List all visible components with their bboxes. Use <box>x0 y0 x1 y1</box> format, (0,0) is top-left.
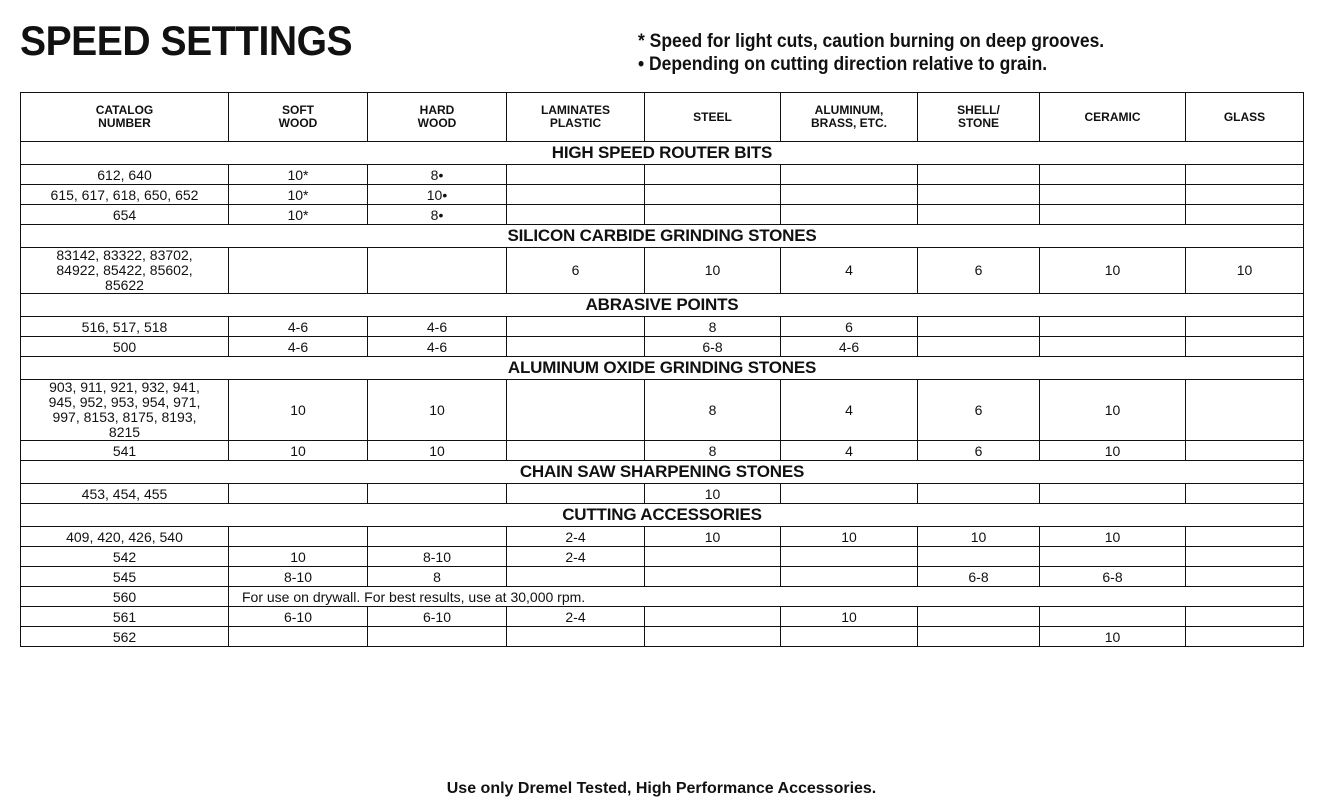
table-row <box>21 484 1304 504</box>
speed-cell <box>1186 185 1304 205</box>
speed-cell <box>507 380 645 441</box>
catalog-number-line: 8215 <box>108 424 141 440</box>
column-header-line: PLASTIC <box>549 116 602 130</box>
column-header-line: SHELL/ <box>957 103 1000 117</box>
footnote-asterisk: * Speed for light cuts, caution burning on deep grooves. <box>638 31 1105 52</box>
column-header <box>645 93 781 142</box>
column-header <box>21 93 229 142</box>
catalog-number-cell <box>21 484 229 504</box>
speed-cell: 8• <box>368 165 507 185</box>
speed-cell: 2-4 <box>507 607 645 627</box>
speed-cell: 4-6 <box>229 317 368 337</box>
speed-cell <box>368 248 507 294</box>
catalog-number-line: 541 <box>112 442 137 459</box>
catalog-number-cell <box>21 380 229 441</box>
speed-cell <box>507 484 645 504</box>
speed-cell <box>1040 337 1186 357</box>
section-title: CUTTING ACCESSORIES <box>21 504 1304 527</box>
column-header-line: GLASS <box>1223 109 1266 124</box>
speed-cell: 10* <box>229 205 368 225</box>
speed-cell <box>1186 547 1304 567</box>
speed-cell <box>1040 317 1186 337</box>
column-header-line: STONE <box>957 116 1000 130</box>
speed-cell: 6-8 <box>1040 567 1186 587</box>
table-row <box>21 205 1304 225</box>
catalog-number-line: 560 <box>112 588 137 605</box>
table-row <box>21 441 1304 461</box>
speed-cell: 10 <box>1040 527 1186 547</box>
speed-cell: 6-8 <box>918 567 1040 587</box>
speed-cell <box>507 337 645 357</box>
catalog-number-line: 542 <box>112 548 137 565</box>
catalog-number-line: 516, 517, 518 <box>81 318 168 335</box>
speed-cell <box>645 627 781 647</box>
speed-cell: 4-6 <box>781 337 918 357</box>
section-title: SILICON CARBIDE GRINDING STONES <box>21 225 1304 248</box>
catalog-number-line: 453, 454, 455 <box>81 485 168 502</box>
section-row <box>21 142 1304 165</box>
speed-cell <box>368 527 507 547</box>
speed-cell: 10 <box>1186 248 1304 294</box>
speed-cell: 4-6 <box>229 337 368 357</box>
speed-cell: 4 <box>781 441 918 461</box>
speed-cell: 10 <box>918 527 1040 547</box>
catalog-number-line: 409, 420, 426, 540 <box>66 528 183 545</box>
speed-cell <box>918 627 1040 647</box>
column-header-line: CATALOG <box>95 103 154 117</box>
speed-cell <box>645 205 781 225</box>
catalog-number-line: 83142, 83322, 83702, <box>56 247 193 263</box>
column-header-line: STEEL <box>693 109 732 124</box>
speed-cell: 8-10 <box>229 567 368 587</box>
speed-cell <box>781 567 918 587</box>
speed-cell: 10 <box>368 380 507 441</box>
speed-cell: 8-10 <box>368 547 507 567</box>
table-row <box>21 185 1304 205</box>
catalog-number-cell <box>21 337 229 357</box>
speed-cell: 6 <box>918 248 1040 294</box>
speed-cell: 10 <box>645 484 781 504</box>
catalog-number-line: 562 <box>112 628 137 645</box>
section-title: HIGH SPEED ROUTER BITS <box>21 142 1304 165</box>
catalog-number-line: 545 <box>112 568 137 585</box>
speed-cell <box>1186 337 1304 357</box>
speed-cell: 10* <box>229 165 368 185</box>
speed-cell: 10 <box>645 527 781 547</box>
section-row <box>21 225 1304 248</box>
section-row <box>21 504 1304 527</box>
column-header-line: CERAMIC <box>1084 109 1141 124</box>
speed-cell <box>229 484 368 504</box>
speed-cell <box>1040 607 1186 627</box>
speed-cell <box>229 248 368 294</box>
speed-cell: 10 <box>1040 627 1186 647</box>
speed-cell: 10• <box>368 185 507 205</box>
speed-cell <box>1040 205 1186 225</box>
table-row <box>21 317 1304 337</box>
catalog-number-cell <box>21 317 229 337</box>
row-note-cell: For use on drywall. For best results, use at 30,000 rpm. <box>229 587 1304 607</box>
speed-cell: 10 <box>1040 441 1186 461</box>
speed-cell <box>507 567 645 587</box>
speed-cell: 8 <box>645 380 781 441</box>
speed-cell: 4-6 <box>368 317 507 337</box>
speed-cell <box>1186 165 1304 185</box>
speed-cell: 10* <box>229 185 368 205</box>
table-row <box>21 380 1304 441</box>
speed-cell <box>918 185 1040 205</box>
footnotes <box>638 30 1104 76</box>
speed-cell <box>781 205 918 225</box>
speed-cell: 4 <box>781 248 918 294</box>
speed-cell: 2-4 <box>507 527 645 547</box>
column-header <box>918 93 1040 142</box>
speed-cell <box>918 317 1040 337</box>
speed-cell <box>918 547 1040 567</box>
speed-cell: 10 <box>1040 248 1186 294</box>
table-row <box>21 627 1304 647</box>
speed-cell: 10 <box>229 547 368 567</box>
column-header <box>507 93 645 142</box>
table-row <box>21 547 1304 567</box>
column-header <box>1040 93 1186 142</box>
speed-cell <box>918 165 1040 185</box>
column-header <box>781 93 918 142</box>
speed-cell <box>229 627 368 647</box>
speed-settings-table <box>20 92 1304 647</box>
footnote-bullet: • Depending on cutting direction relative to grain. <box>638 54 1048 75</box>
column-header-line: NUMBER <box>98 116 151 130</box>
column-header-line: WOOD <box>278 116 318 130</box>
catalog-number-line: 654 <box>112 206 137 223</box>
speed-cell <box>918 484 1040 504</box>
speed-cell: 6 <box>507 248 645 294</box>
section-row <box>21 357 1304 380</box>
catalog-number-line: 612, 640 <box>97 166 152 183</box>
speed-cell <box>781 627 918 647</box>
column-header-line: WOOD <box>417 116 457 130</box>
table-row <box>21 337 1304 357</box>
catalog-number-cell <box>21 441 229 461</box>
speed-cell <box>1040 165 1186 185</box>
speed-cell: 8 <box>645 441 781 461</box>
speed-cell <box>1186 484 1304 504</box>
catalog-number-cell <box>21 248 229 294</box>
speed-cell <box>507 205 645 225</box>
speed-cell <box>781 165 918 185</box>
speed-cell <box>645 185 781 205</box>
speed-cell <box>645 547 781 567</box>
speed-cell: 6-10 <box>368 607 507 627</box>
catalog-number-line: 615, 617, 618, 650, 652 <box>50 186 199 203</box>
section-title: CHAIN SAW SHARPENING STONES <box>21 461 1304 484</box>
table-row <box>21 567 1304 587</box>
speed-cell: 4 <box>781 380 918 441</box>
speed-cell <box>1186 317 1304 337</box>
section-row <box>21 461 1304 484</box>
catalog-number-cell <box>21 165 229 185</box>
speed-cell: 10 <box>781 527 918 547</box>
speed-cell: 6 <box>781 317 918 337</box>
catalog-number-line: 500 <box>112 338 137 355</box>
speed-cell <box>781 547 918 567</box>
catalog-number-line: 84922, 85422, 85602, <box>56 262 193 278</box>
column-header <box>1186 93 1304 142</box>
table-row <box>21 527 1304 547</box>
speed-cell <box>1186 205 1304 225</box>
speed-cell <box>1186 380 1304 441</box>
table-row <box>21 607 1304 627</box>
speed-cell: 2-4 <box>507 547 645 567</box>
speed-cell: 4-6 <box>368 337 507 357</box>
speed-cell <box>368 484 507 504</box>
catalog-number-cell <box>21 587 229 607</box>
speed-cell <box>645 567 781 587</box>
table-row <box>21 165 1304 185</box>
speed-cell <box>507 441 645 461</box>
speed-cell <box>1040 547 1186 567</box>
catalog-number-cell <box>21 607 229 627</box>
speed-cell: 6 <box>918 441 1040 461</box>
speed-cell <box>1186 607 1304 627</box>
speed-cell: 8 <box>368 567 507 587</box>
catalog-number-cell <box>21 185 229 205</box>
speed-cell <box>507 627 645 647</box>
table-row <box>21 587 1304 607</box>
section-row <box>21 294 1304 317</box>
speed-cell <box>781 484 918 504</box>
catalog-number-cell <box>21 627 229 647</box>
speed-cell: 8• <box>368 205 507 225</box>
speed-cell <box>368 627 507 647</box>
speed-cell <box>645 165 781 185</box>
section-title: ABRASIVE POINTS <box>21 294 1304 317</box>
catalog-number-cell <box>21 567 229 587</box>
speed-cell <box>507 185 645 205</box>
catalog-number-line: 945, 952, 953, 954, 971, <box>48 394 201 410</box>
speed-cell <box>507 317 645 337</box>
speed-cell: 8 <box>645 317 781 337</box>
column-header-line: BRASS, ETC. <box>810 116 887 130</box>
table-header-row <box>21 93 1304 142</box>
speed-cell <box>507 165 645 185</box>
speed-cell <box>918 607 1040 627</box>
speed-cell <box>1186 627 1304 647</box>
catalog-number-line: 997, 8153, 8175, 8193, <box>52 409 197 425</box>
speed-cell: 10 <box>368 441 507 461</box>
catalog-number-cell <box>21 205 229 225</box>
table-row <box>21 248 1304 294</box>
catalog-number-line: 903, 911, 921, 932, 941, <box>49 379 200 395</box>
column-header <box>368 93 507 142</box>
speed-cell <box>1186 567 1304 587</box>
speed-cell <box>229 527 368 547</box>
speed-cell: 10 <box>229 441 368 461</box>
catalog-number-cell <box>21 547 229 567</box>
speed-cell <box>1040 484 1186 504</box>
column-header <box>229 93 368 142</box>
speed-cell: 10 <box>645 248 781 294</box>
speed-cell: 10 <box>229 380 368 441</box>
column-header-line: HARD <box>419 103 455 117</box>
speed-cell <box>918 337 1040 357</box>
page-title: SPEED SETTINGS <box>20 17 353 64</box>
speed-cell <box>1186 441 1304 461</box>
speed-cell <box>781 185 918 205</box>
catalog-number-line: 561 <box>112 608 137 625</box>
footer-note: Use only Dremel Tested, High Performance Accessories. <box>446 780 877 797</box>
column-header-line: SOFT <box>282 103 314 117</box>
speed-cell: 6 <box>918 380 1040 441</box>
catalog-number-line: 85622 <box>105 277 144 293</box>
speed-cell <box>645 607 781 627</box>
speed-cell: 10 <box>1040 380 1186 441</box>
speed-cell <box>1186 527 1304 547</box>
speed-cell: 6-10 <box>229 607 368 627</box>
section-title: ALUMINUM OXIDE GRINDING STONES <box>21 357 1304 380</box>
speed-cell: 6-8 <box>645 337 781 357</box>
table-body <box>21 142 1304 647</box>
speed-cell <box>918 205 1040 225</box>
column-header-line: LAMINATES <box>540 103 611 117</box>
speed-cell <box>1040 185 1186 205</box>
speed-cell: 10 <box>781 607 918 627</box>
column-header-line: ALUMINUM, <box>814 103 884 117</box>
catalog-number-cell <box>21 527 229 547</box>
